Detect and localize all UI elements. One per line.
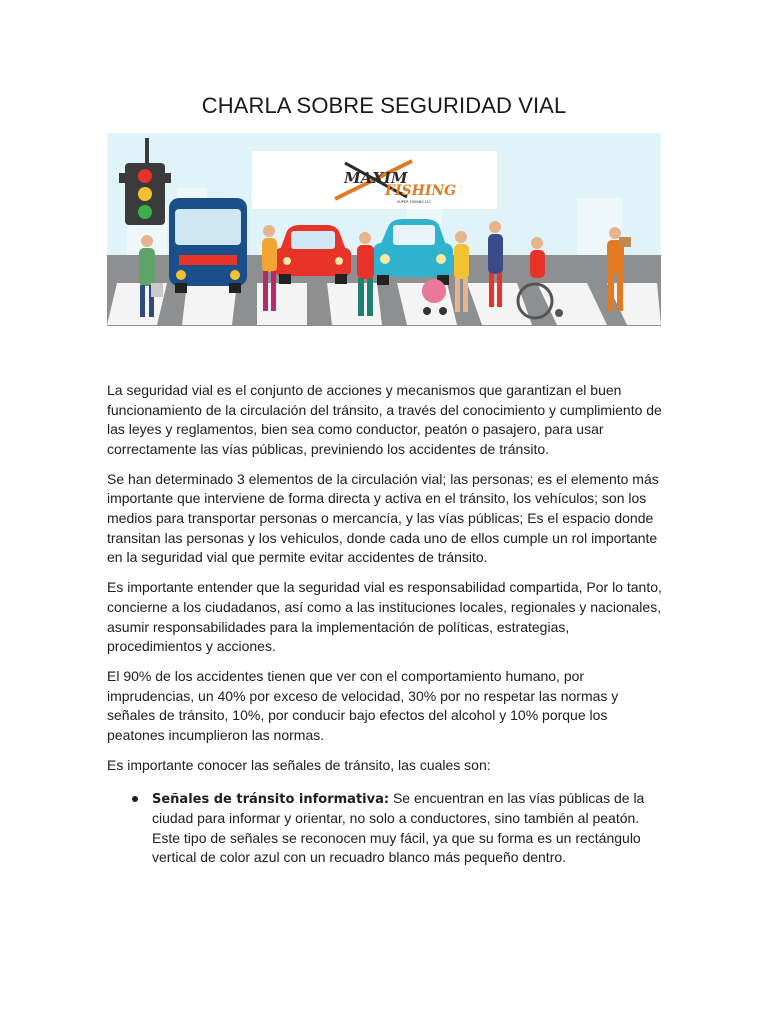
document-body (107, 381, 663, 868)
paragraph-5: Es importante conocer las señales de tránsito, las cuales son: (107, 757, 491, 774)
bullet-icon (132, 796, 138, 802)
paragraph-1: La seguridad vial es el conjunto de acciones y mecanismos que garantizan el buen funcionamiento de la circulación del tránsito, a través del conocimiento y cumplimiento de las leyes y reglamentos, bien sea como conductor, peatón o pasajero, para usar correctamente las vías públicas, previniendo los accidentes de tránsito. (107, 382, 662, 457)
paragraph-3: Es importante entender que la seguridad vial es responsabilidad compartida, Por lo tanto, concierne a los ciudadanos, así como a las instituciones locales, regionales y nacionales, asumir responsabilidades para la implementación de políticas, estrategias, procedimientos y acciones. (107, 579, 662, 655)
list-item-text: Se encuentran en las vías públicas de la ciudad para informar y orientar, no solo a conductores, sino también al peatón. Este tipo de señales se reconocen muy fácil, ya que su forma es un rectángulo vertical de color azul con un recuadro blanco más pequeño dentro. (152, 789, 645, 866)
logo-text-bottom: FISHING (385, 183, 457, 199)
paragraph-2: Se han determinado 3 elementos de la circulación vial; las personas; es el elemento más importante que interviene de forma directa y activa en el tránsito, los vehículos; son los medios para transportar personas o mercancía, y las vías públicas; Es el espacio donde transitan las personas y los vehiculos, donde cada uno de ellos cumple un rol importante en la seguridad vial que permite evitar accidentes de tránsito. (107, 470, 659, 566)
logo-text-top: MAXIM (344, 169, 408, 187)
document-title: CHARLA SOBRE SEGURIDAD VIAL (201, 93, 567, 118)
list-item-term: Señales de tránsito informativa: (152, 791, 390, 807)
list-item (152, 789, 663, 868)
traffic-signs-list (107, 789, 663, 868)
company-logo (252, 151, 497, 209)
logo-tagline: SUPER FISHING LLC (397, 200, 432, 204)
paragraph-4: El 90% de los accidentes tienen que ver con el comportamiento humano, por imprudencias, un 40% por exceso de velocidad, 30% por no respetar las normas y señales de tránsito, 10%, por conducir bajo efectos del alcohol y 10% porque los peatones incumplieron las normas. (107, 668, 619, 743)
bus-icon (169, 198, 247, 293)
road-safety-illustration (107, 133, 661, 326)
red-car-icon (275, 225, 351, 284)
